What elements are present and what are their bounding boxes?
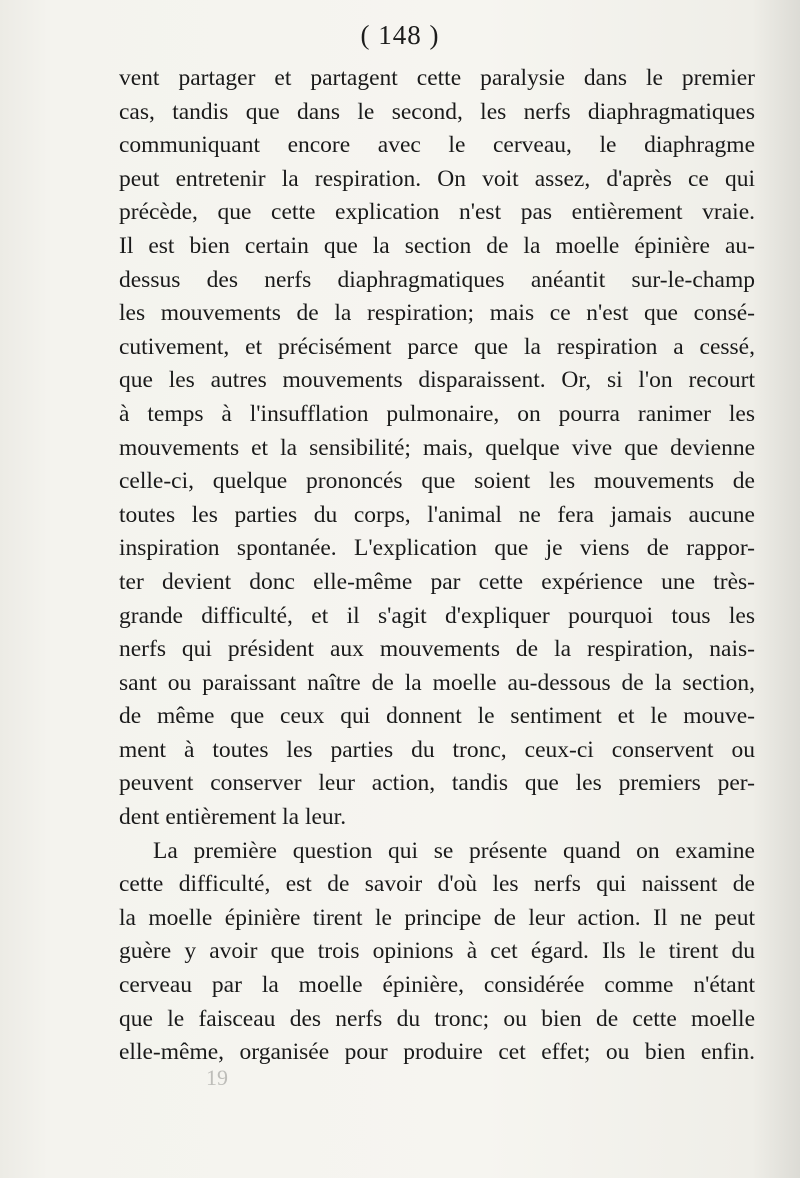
text-line: Il est bien certain que la section de la moelle épinière au- — [119, 232, 755, 259]
text-line: La première question qui se présente quand on examine — [153, 837, 755, 864]
text-line: précède, que cette explication n'est pas entièrement vraie. — [119, 199, 755, 226]
signature-mark: 19 — [206, 1065, 228, 1090]
text-line: sant ou paraissant naître de la moelle au-dessous de la section, — [119, 669, 755, 696]
text-line: vent partager et partagent cette paralysie dans le premier — [119, 65, 755, 91]
page-number: ( 148 ) — [360, 20, 440, 50]
paragraph-1 — [119, 62, 755, 835]
text-line: de même que ceux qui donnent le sentiment et le mouve- — [119, 703, 755, 730]
text-line: guère y avoir que trois opinions à cet égard. Ils le tirent du — [119, 938, 755, 965]
text-line: dessus des nerfs diaphragmatiques anéantit sur-le-champ — [119, 266, 755, 293]
text-line: nerfs qui président aux mouvements de la respiration, nais- — [119, 636, 755, 663]
text-line: elle-même, organisée pour produire cet effet; ou bien enfin. — [119, 1039, 755, 1066]
text-line: grande difficulté, et il s'agit d'expliquer pourquoi tous les — [119, 602, 755, 629]
text-line: cette difficulté, est de savoir d'où les nerfs qui naissent de — [119, 871, 755, 898]
text-line: que les autres mouvements disparaissent. Or, si l'on recourt — [119, 367, 755, 394]
text-line: à temps à l'insufflation pulmonaire, on pourra ranimer les — [119, 400, 755, 427]
text-line: ter devient donc elle-même par cette expérience une très- — [119, 568, 755, 595]
text-line: ment à toutes les parties du tronc, ceux-ci conservent ou — [119, 736, 755, 763]
paragraph-2 — [119, 835, 755, 1070]
text-line: celle-ci, quelque prononcés que soient les mouvements de — [119, 468, 755, 495]
text-line: mouvements et la sensibilité; mais, quelque vive que devienne — [119, 434, 755, 461]
text-line: inspiration spontanée. L'explication que je viens de rappor- — [119, 535, 755, 562]
text-line: dent entièrement la leur. — [119, 804, 347, 831]
text-line: que le faisceau des nerfs du tronc; ou bien de cette moelle — [119, 1005, 755, 1032]
text-line: les mouvements de la respiration; mais ce n'est que consé- — [119, 300, 755, 327]
text-line: cas, tandis que dans le second, les nerfs diaphragmatiques — [119, 98, 755, 125]
text-line: toutes les parties du corps, l'animal ne fera jamais aucune — [119, 501, 755, 528]
text-line: peut entretenir la respiration. On voit assez, d'après ce qui — [119, 165, 755, 192]
text-line: communiquant encore avec le cerveau, le diaphragme — [119, 132, 755, 159]
text-line: la moelle épinière tirent le principe de leur action. Il ne peut — [119, 904, 755, 931]
text-line: cerveau par la moelle épinière, considérée comme n'étant — [119, 972, 755, 999]
text-line: cutivement, et précisément parce que la respiration a cessé, — [119, 333, 755, 360]
text-line: peuvent conserver leur action, tandis que les premiers per- — [119, 770, 755, 797]
body-text — [119, 62, 755, 1070]
